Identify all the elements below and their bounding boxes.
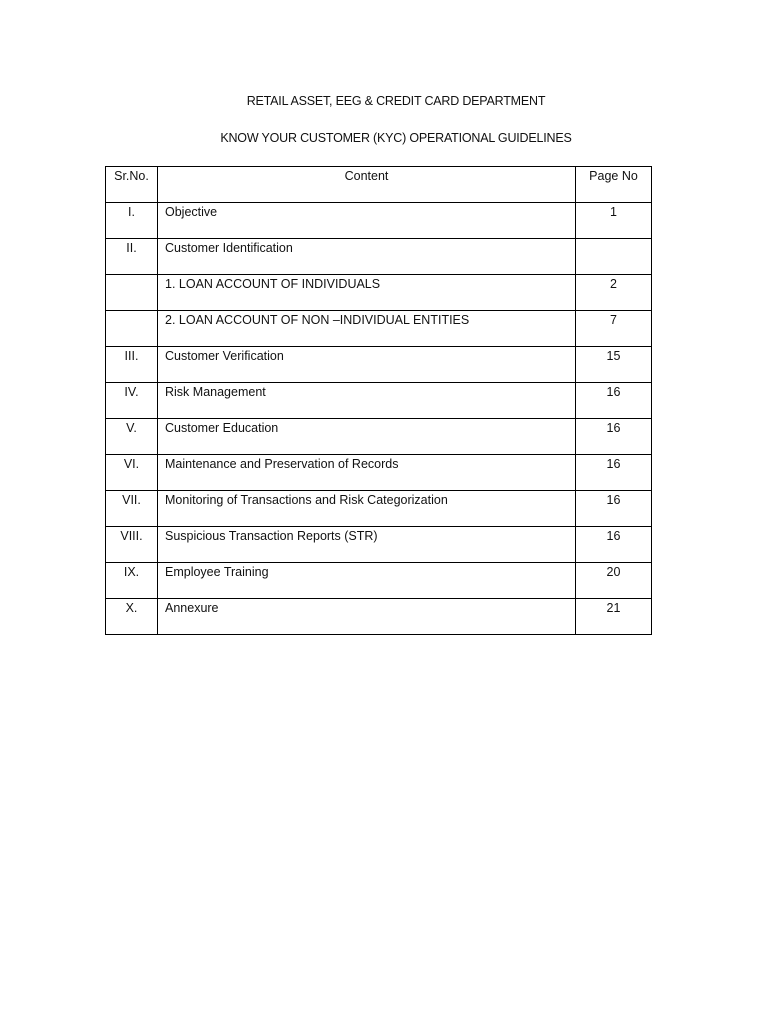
- row-content: Employee Training: [158, 563, 576, 599]
- table-row: [106, 419, 652, 455]
- row-page-no: 15: [576, 347, 652, 383]
- table-of-contents: [105, 166, 652, 635]
- table-row: [106, 203, 652, 239]
- row-page-no: 16: [576, 527, 652, 563]
- row-content: Customer Identification: [158, 239, 576, 275]
- row-sr-no: II.: [106, 239, 158, 275]
- table-row: [106, 383, 652, 419]
- document-title: KNOW YOUR CUSTOMER (KYC) OPERATIONAL GUIDELINES: [220, 131, 572, 145]
- row-content: Maintenance and Preservation of Records: [158, 455, 576, 491]
- table-row: [106, 599, 652, 635]
- row-content: Annexure: [158, 599, 576, 635]
- row-content: Customer Verification: [158, 347, 576, 383]
- row-page-no: 20: [576, 563, 652, 599]
- row-content: 2. LOAN ACCOUNT OF NON –INDIVIDUAL ENTITIES: [158, 311, 576, 347]
- row-page-no: 7: [576, 311, 652, 347]
- row-sr-no: IV.: [106, 383, 158, 419]
- row-content: 1. LOAN ACCOUNT OF INDIVIDUALS: [158, 275, 576, 311]
- row-page-no: 21: [576, 599, 652, 635]
- row-sr-no: VIII.: [106, 527, 158, 563]
- row-page-no: 2: [576, 275, 652, 311]
- row-sr-no: X.: [106, 599, 158, 635]
- row-sr-no: VII.: [106, 491, 158, 527]
- table-row: [106, 347, 652, 383]
- row-sr-no: [106, 311, 158, 347]
- row-sr-no: [106, 275, 158, 311]
- row-sr-no: IX.: [106, 563, 158, 599]
- table-row: [106, 455, 652, 491]
- row-page-no: 1: [576, 203, 652, 239]
- table-row: [106, 239, 652, 275]
- row-content: Objective: [158, 203, 576, 239]
- department-heading: RETAIL ASSET, EEG & CREDIT CARD DEPARTMENT: [246, 94, 546, 108]
- row-page-no: 16: [576, 455, 652, 491]
- row-content: Risk Management: [158, 383, 576, 419]
- table-row: [106, 527, 652, 563]
- table-row: [106, 311, 652, 347]
- row-sr-no: III.: [106, 347, 158, 383]
- row-sr-no: VI.: [106, 455, 158, 491]
- row-sr-no: V.: [106, 419, 158, 455]
- column-header-content: Content: [158, 167, 576, 203]
- row-page-no: [576, 239, 652, 275]
- table-row: [106, 491, 652, 527]
- row-sr-no: I.: [106, 203, 158, 239]
- row-page-no: 16: [576, 491, 652, 527]
- column-header-sr-no: Sr.No.: [106, 167, 158, 203]
- row-content: Suspicious Transaction Reports (STR): [158, 527, 576, 563]
- table-header-row: [106, 167, 652, 203]
- row-page-no: 16: [576, 419, 652, 455]
- table-row: [106, 563, 652, 599]
- row-page-no: 16: [576, 383, 652, 419]
- row-content: Monitoring of Transactions and Risk Categorization: [158, 491, 576, 527]
- table-row: [106, 275, 652, 311]
- column-header-page-no: Page No: [576, 167, 652, 203]
- row-content: Customer Education: [158, 419, 576, 455]
